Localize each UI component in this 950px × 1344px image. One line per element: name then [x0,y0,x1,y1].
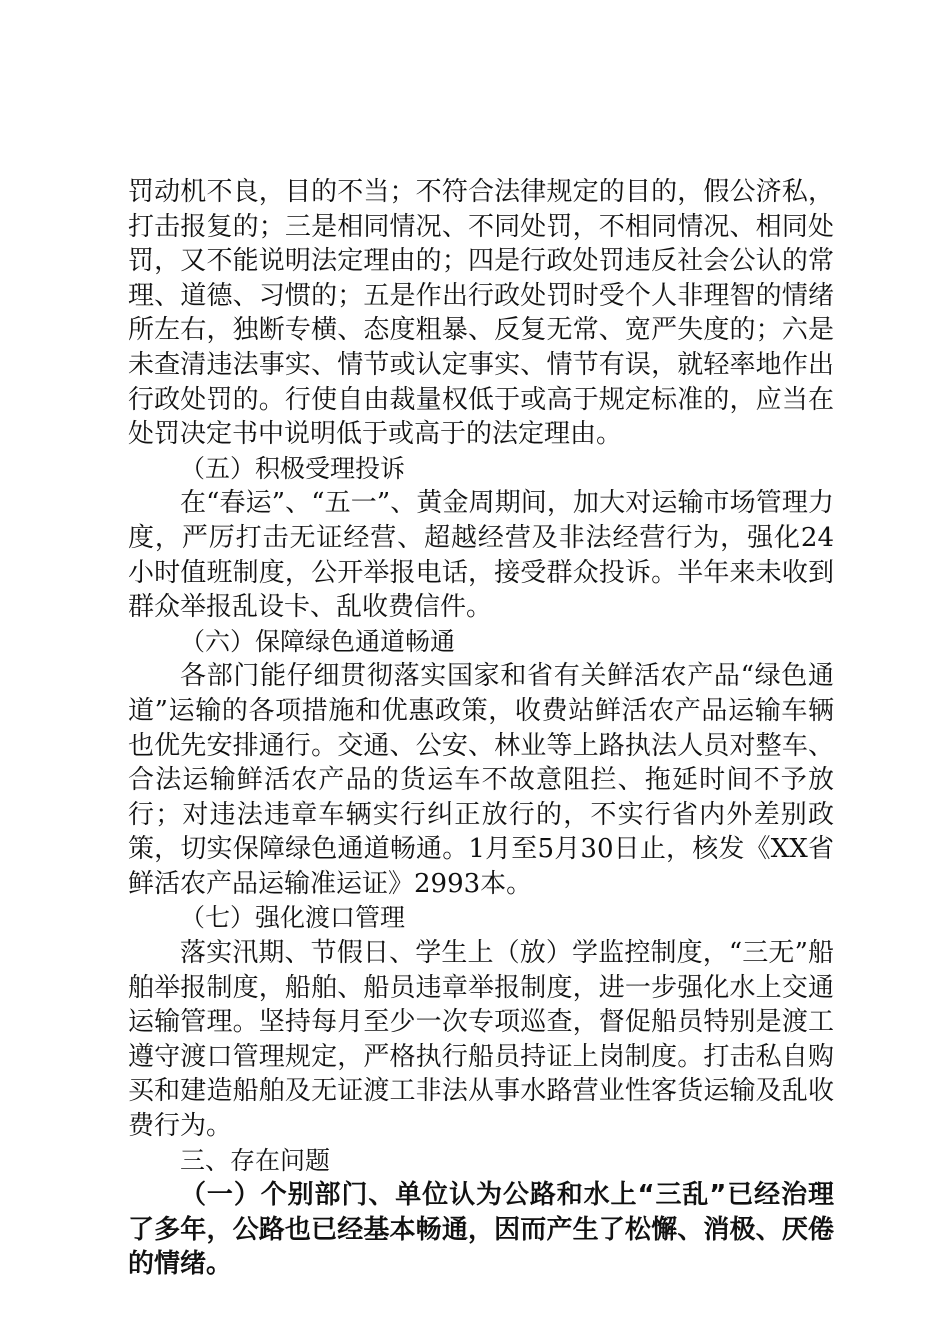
paragraph-green-channel: 各部门能仔细贯彻落实国家和省有关鲜活农产品“绿色通道”运输的各项措施和优惠政策，收费站鲜活农产品运输车辆也优先安排通行。交通、公安、林业等上路执法人员对整车、合法运输鲜活农产品的货运车不故意阻拦、拖延时间不予放行；对违法违章车辆实行纠正放行的，不实行省内外差别政策，切实保障绿色通道畅通。1月至5月30日止，核发《XX省鲜活农产品运输准运证》2993本。 [128,661,834,899]
problem-item-1: （一）个别部门、单位认为公路和水上“三乱”已经治理了多年，公路也已经基本畅通，因而产生了松懈、消极、厌倦的情绪。 [128,1180,834,1280]
document-body [128,175,834,1282]
paragraph-accept-complaints: 在“春运”、“五一”、黄金周期间，加大对运输市场管理力度，严厉打击无证经营、超越经营及非法经营行为，强化24小时值班制度，公开举报电话，接受群众投诉。半年来未收到群众举报乱设卡、乱收费信件。 [128,488,834,623]
heading-accept-complaints: （五）积极受理投诉 [180,453,406,483]
heading-existing-problems: 三、存在问题 [180,1145,331,1175]
heading-ferry-management: （七）强化渡口管理 [180,903,406,933]
paragraph-ferry-management: 落实汛期、节假日、学生上（放）学监控制度，“三无”船舶举报制度，船舶、船员违章举报制度，进一步强化水上交通运输管理。坚持每月至少一次专项巡查，督促船员特别是渡工遵守渡口管理规定，严格执行船员持证上岗制度。打击私自购买和建造船舶及无证渡工非法从事水路营业性客货运输及乱收费行为。 [128,938,834,1142]
heading-green-channel: （六）保障绿色通道畅通 [180,626,456,656]
continuation-paragraph: 罚动机不良，目的不当；不符合法律规定的目的，假公济私，打击报复的；三是相同情况、不同处罚，不相同情况、相同处罚，又不能说明法定理由的；四是行政处罚违反社会公认的常理、道德、习惯的；五是作出行政处罚时受个人非理智的情绪所左右，独断专横、态度粗暴、反复无常、宽严失度的；六是未查清违法事实、情节或认定事实、情节有误，就轻率地作出行政处罚的。行使自由裁量权低于或高于规定标准的，应当在处罚决定书中说明低于或高于的法定理由。 [128,177,834,450]
